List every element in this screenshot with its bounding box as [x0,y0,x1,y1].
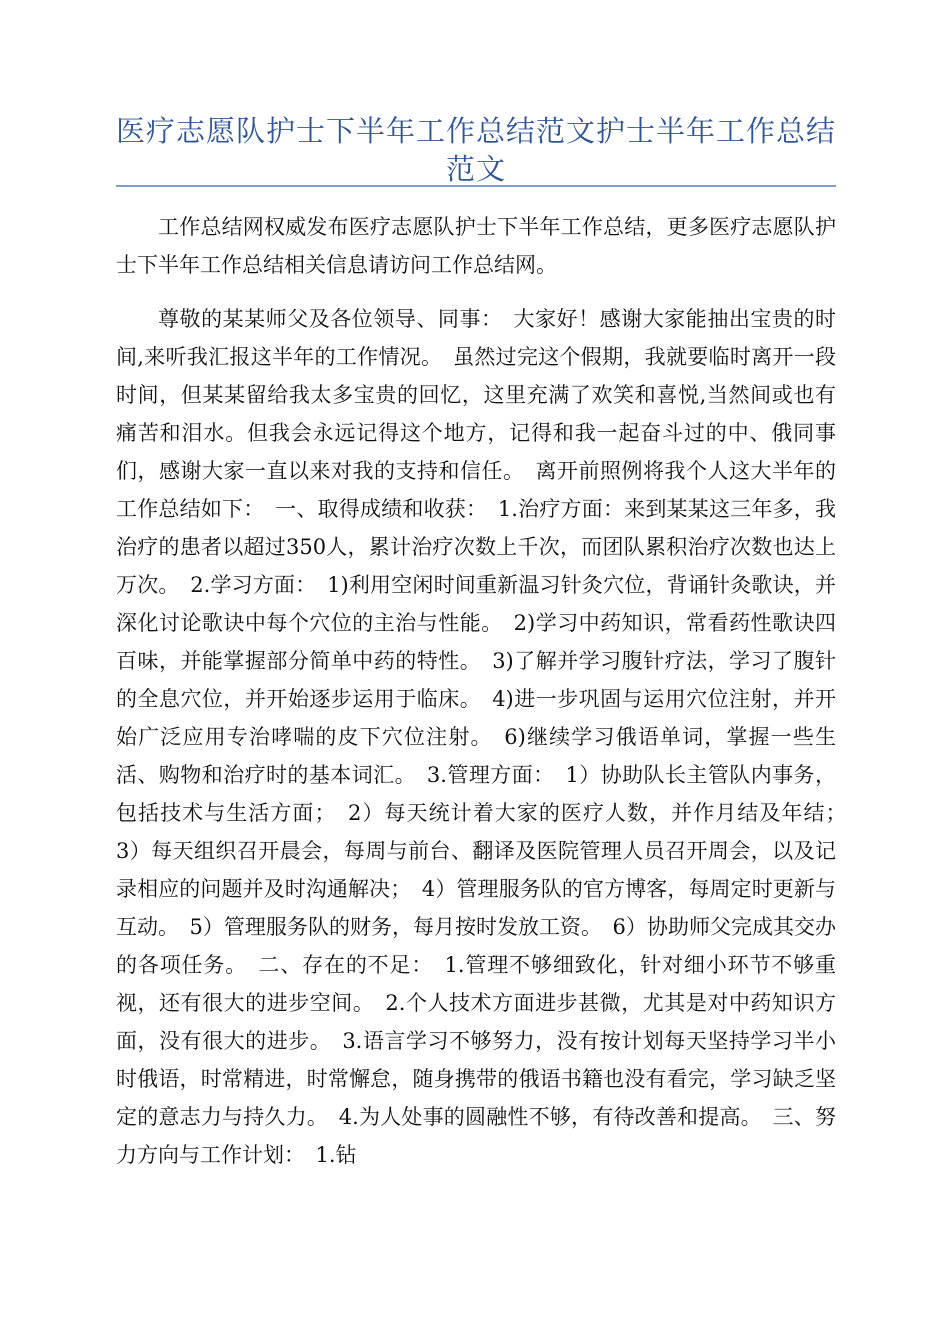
document-title: 医疗志愿队护士下半年工作总结范文护士半年工作总结范文 [116,114,837,186]
intro-paragraph: 工作总结网权威发布医疗志愿队护士下半年工作总结，更多医疗志愿队护士下半年工作总结相关信息请访问工作总结网。 [116,215,836,277]
title-underline [116,185,836,187]
body-paragraph: 尊敬的某某师父及各位领导、同事： 大家好！感谢大家能抽出宝贵的时间,来听我汇报这半年的工作情况。 虽然过完这个假期，我就要临时离开一段时间，但某某留给我太多宝贵的回忆，这里充满了欢笑和喜悦,当然间或也有痛苦和泪水。但我会永远记得这个地方，记得和我一起奋斗过的中、俄同事们，感谢大家一直以来对我的支持和信任。 离开前照例将我个人这大半年的工作总结如下： 一、取得成绩和收获： 1.治疗方面：来到某某这三年多，我治疗的患者以超过350人，累计治疗次数上千次，而团队累积治疗次数也达上万次。 2.学习方面： 1)利用空闲时间重新温习针灸穴位，背诵针灸歌诀，并深化讨论歌诀中每个穴位的主治与性能。 2)学习中药知识，常看药性歌诀四百味，并能掌握部分简单中药的特性。 3)了解并学习腹针疗法，学习了腹针的全息穴位，并开始逐步运用于临床。 4)进一步巩固与运用穴位注射，并开始广泛应用专治哮喘的皮下穴位注射。 6)继续学习俄语单词，掌握一些生活、购物和治疗时的基本词汇。 3.管理方面： 1）协助队长主管队内事务，包括技术与生活方面； 2）每天统计着大家的医疗人数，并作月结及年结； 3）每天组织召开晨会，每周与前台、翻译及医院管理人员召开周会，以及记录相应的问题并及时沟通解决； 4）管理服务队的官方博客，每周定时更新与互动。 5）管理服务队的财务，每月按时发放工资。 6）协助师父完成其交办的各项任务。 二、存在的不足： 1.管理不够细致化，针对细小环节不够重视，还有很大的进步空间。 2.个人技术方面进步甚微，尤其是对中药知识方面，没有很大的进步。 3.语言学习不够努力，没有按计划每天坚持学习半小时俄语，时常精进，时常懈怠，随身携带的俄语书籍也没有看完，学习缺乏坚定的意志力与持久力。 4.为人处事的圆融性不够，有待改善和提高。 三、努力方向与工作计划： 1.钻 [116,307,857,1167]
